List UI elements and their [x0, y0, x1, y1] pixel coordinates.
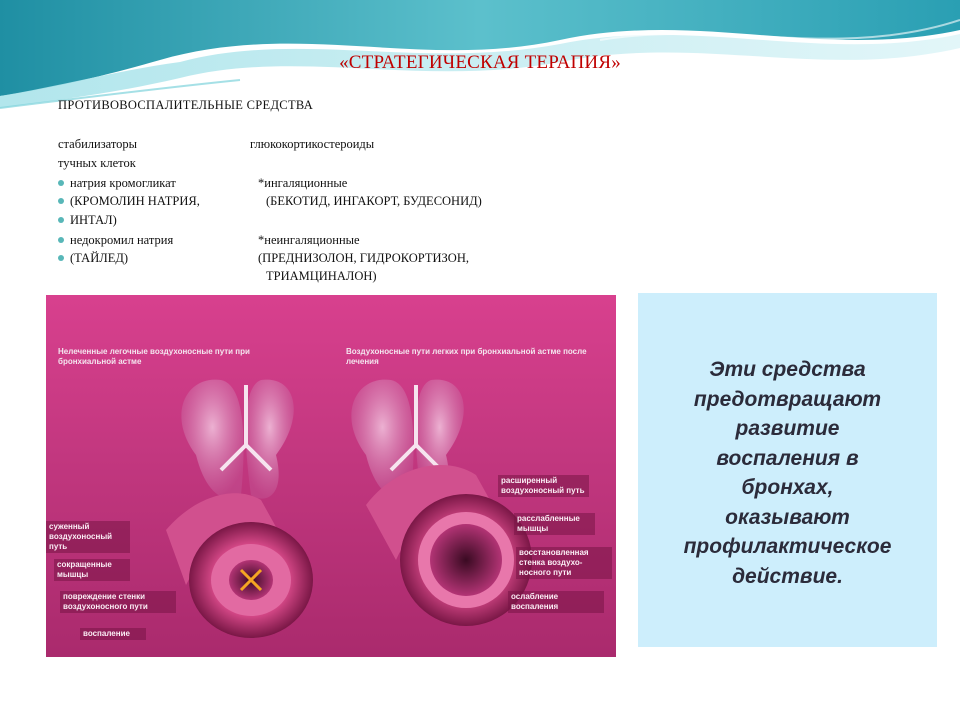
list-item	[58, 251, 128, 266]
left-heading-line-1: стабилизаторы	[58, 137, 138, 151]
list-item-right: ТРИАМЦИНАЛОН)	[266, 269, 377, 283]
list-item-left: недокромил натрия	[70, 233, 174, 247]
label-inflammation: воспаление	[80, 628, 146, 640]
label-narrowed-airway: суженный воздухоносный путь	[46, 521, 130, 553]
left-heading-line-2: тучных клеток	[58, 156, 136, 170]
info-box	[638, 293, 937, 647]
lungs-untreated	[181, 380, 293, 499]
list-item-right: *неингаляционные	[258, 233, 360, 247]
list-item	[58, 213, 117, 228]
bullet-icon	[58, 237, 64, 243]
list-item-right: *ингаляционные	[258, 176, 348, 190]
label-dilated-airway: расширенный воздухоносный путь	[498, 475, 589, 497]
caption-untreated: Нелеченные легочные воздухоносные пути при бронхиальной астме	[58, 347, 250, 366]
bullet-icon	[58, 217, 64, 223]
bullet-icon	[58, 198, 64, 204]
caption-treated: Воздухоносные пути легких при бронхиальной астме после лечения	[346, 347, 587, 366]
label-reduced-inflammation: ослабление воспаления	[508, 591, 604, 613]
slide-title: «СТРАТЕГИЧЕСКАЯ ТЕРАПИЯ»	[339, 52, 621, 73]
label-restored-wall: восстановленная стенка воздухо-носного пути	[516, 547, 612, 579]
list-item-right: (ПРЕДНИЗОЛОН, ГИДРОКОРТИЗОН,	[258, 251, 469, 265]
list-item	[58, 176, 176, 191]
airway-untreated	[166, 493, 313, 638]
info-box-text: Эти средства предотвращают развитие воспаления в бронхах, оказывают профилактическое действие.	[683, 358, 892, 588]
list-item	[58, 233, 173, 248]
list-item-left: натрия кромогликат	[70, 176, 176, 190]
slide-subtitle: ПРОТИВОВОСПАЛИТЕЛЬНЫЕ СРЕДСТВА	[58, 98, 314, 112]
bullet-icon	[58, 255, 64, 261]
label-wall-damage: повреждение стенки воздухоносного пути	[60, 591, 176, 613]
list-item	[58, 194, 200, 209]
airway-illustration	[46, 295, 616, 657]
label-relaxed-muscles: расслабленные мышцы	[514, 513, 595, 535]
bullet-icon	[58, 180, 64, 186]
list-item-right: (БЕКОТИД, ИНГАКОРТ, БУДЕСОНИД)	[266, 194, 482, 208]
list-item-left: (ТАЙЛЕД)	[70, 251, 129, 265]
list-item-left: ИНТАЛ)	[70, 213, 117, 227]
right-heading: глюкокортикостероиды	[250, 137, 375, 151]
label-contracted-muscles: сокращенные мышцы	[54, 559, 130, 581]
list-item-left: (КРОМОЛИН НАТРИЯ,	[70, 194, 200, 208]
